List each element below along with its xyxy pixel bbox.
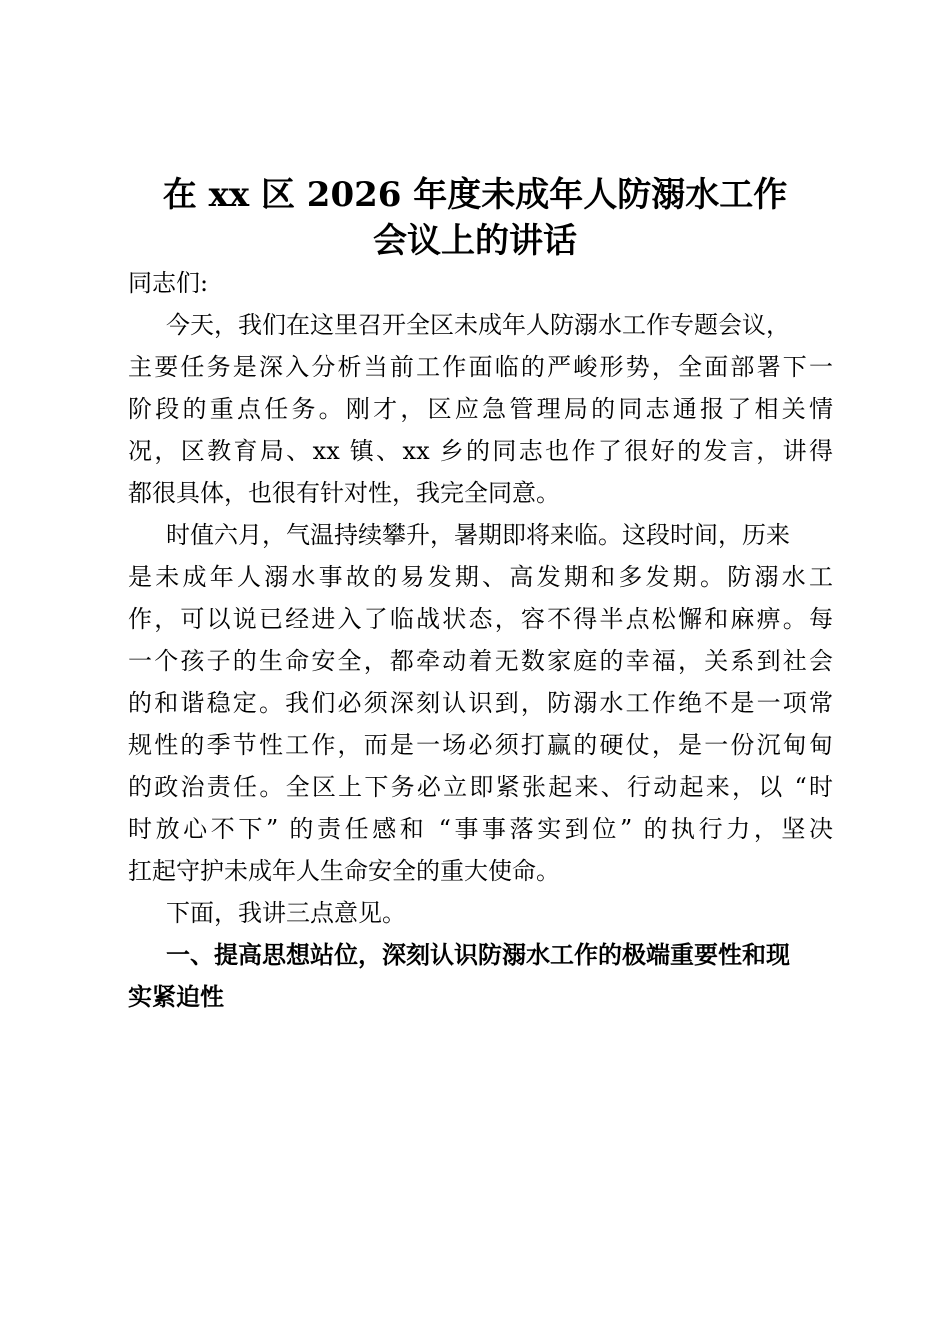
paragraph-1-line-4: 况，区教育局、xx 镇、xx 乡的同志也作了很好的发言，讲得 — [128, 437, 833, 465]
section-heading-1-line-1: 一、提高思想站位，深刻认识防溺水工作的极端重要性和现 — [166, 940, 790, 969]
section-heading-1-line-2: 实紧迫性 — [128, 982, 224, 1011]
paragraph-2-line-7: 的政治责任。全区上下务必立即紧张起来、行动起来，以 “时 — [128, 773, 833, 801]
paragraph-2-line-3: 作，可以说已经进入了临战状态，容不得半点松懈和麻痹。每 — [128, 605, 833, 633]
document-body — [128, 262, 833, 1018]
paragraph-2-line-9: 扛起守护未成年人生命安全的重大使命。 — [128, 857, 560, 885]
paragraph-1-line-5: 都很具体，也很有针对性，我完全同意。 — [128, 479, 560, 507]
document-title-line-1: 在 xx 区 2026 年度未成年人防溺水工作 — [162, 175, 788, 215]
paragraph-1-line-3: 阶段的重点任务。刚才，区应急管理局的同志通报了相关情 — [128, 395, 833, 423]
paragraph-2-line-1: 时值六月，气温持续攀升，暑期即将来临。这段时间，历来 — [166, 521, 790, 549]
paragraph-2-line-8: 时放心不下” 的责任感和 “事事落实到位” 的执行力，坚决 — [128, 815, 833, 843]
paragraph-2-line-4: 一个孩子的生命安全，都牵动着无数家庭的幸福，关系到社会 — [128, 647, 833, 675]
document-title-line-2: 会议上的讲话 — [373, 221, 577, 261]
paragraph-2-line-6: 规性的季节性工作，而是一场必须打赢的硬仗，是一份沉甸甸 — [128, 731, 833, 759]
paragraph-3-line-1: 下面，我讲三点意见。 — [166, 899, 406, 927]
paragraph-1-line-1: 今天，我们在这里召开全区未成年人防溺水工作专题会议， — [166, 311, 790, 339]
paragraph-2-line-5: 的和谐稳定。我们必须深刻认识到，防溺水工作绝不是一项常 — [128, 689, 833, 717]
paragraph-1-line-2: 主要任务是深入分析当前工作面临的严峻形势，全面部署下一 — [128, 353, 833, 381]
salutation: 同志们: — [128, 269, 209, 297]
paragraph-2-line-2: 是未成年人溺水事故的易发期、高发期和多发期。防溺水工 — [128, 563, 833, 591]
